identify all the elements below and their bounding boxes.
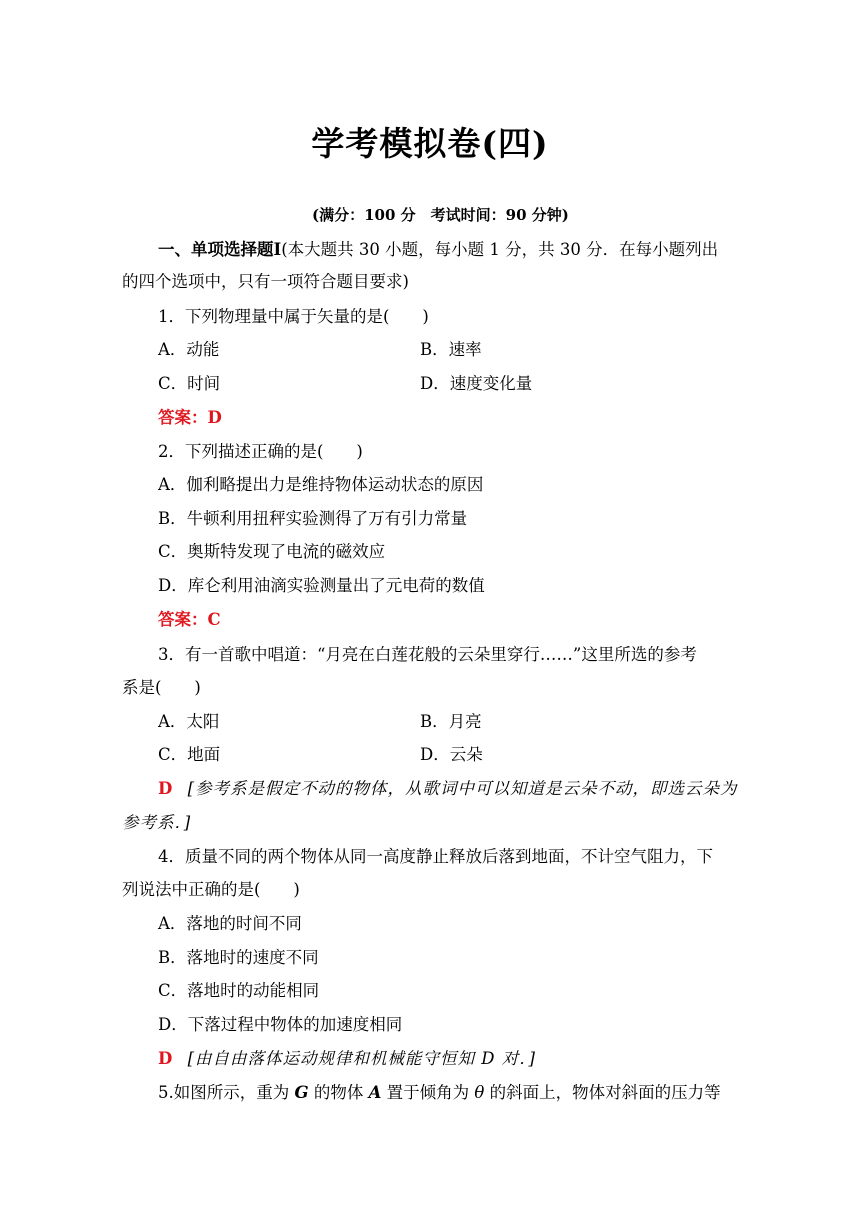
q1-option-c: C．时间 (158, 374, 221, 393)
q1-option-a: A．动能 (158, 340, 220, 359)
q1-stem: 1．下列物理量中属于矢量的是( ) (158, 307, 429, 326)
q4-option-a: A．落地的时间不同 (158, 914, 302, 933)
q5-text-mid1: 的物体 (308, 1083, 369, 1102)
exam-meta: (满分：100 分 考试时间：90 分钟) (312, 206, 569, 224)
q3-explanation-cont: 参考系．] (122, 813, 192, 832)
q3-explanation-line (158, 777, 738, 801)
q3-option-b: B．月亮 (420, 712, 482, 731)
q2-stem: 2．下列描述正确的是( ) (158, 442, 363, 461)
q4-option-b: B．落地时的速度不同 (158, 948, 319, 967)
q4-option-d: D．下落过程中物体的加速度相同 (158, 1015, 403, 1034)
q2-option-a: A．伽利略提出力是维持物体运动状态的原因 (158, 475, 484, 494)
q3-explanation: [参考系是假定不动的物体，从歌词中可以知道是云朵不动，即选云朵为 (187, 779, 738, 798)
section-heading: 一、单项选择题Ⅰ (158, 240, 282, 259)
q4-stem: 4．质量不同的两个物体从同一高度静止释放后落到地面，不计空气阻力，下 (158, 847, 713, 866)
section-desc-cont: 的四个选项中，只有一项符合题目要求) (122, 272, 409, 291)
q4-stem-cont: 列说法中正确的是( ) (122, 880, 300, 899)
q5-text-mid2: 置于倾角为 (381, 1083, 475, 1102)
section-desc: (本大题共 30 小题，每小题 1 分，共 30 分．在每小题列出 (281, 240, 719, 259)
q3-option-d: D．云朵 (420, 745, 483, 764)
q4-explanation-line (158, 1047, 536, 1071)
q3-option-c: C．地面 (158, 745, 221, 764)
page-title: 学考模拟卷(四) (311, 124, 549, 163)
q2-option-b: B．牛顿利用扭秤实验测得了万有引力常量 (158, 509, 468, 528)
q2-option-d: D．库仑利用油滴实验测量出了元电荷的数值 (158, 576, 485, 595)
q4-answer-letter: D (158, 1049, 173, 1068)
q5-angle-symbol: θ (474, 1083, 485, 1102)
q4-explanation: [由自由落体运动规律和机械能守恒知 D 对．] (187, 1049, 536, 1068)
q3-stem-cont: 系是( ) (122, 678, 201, 697)
q1-option-b: B．速率 (420, 340, 482, 359)
q2-answer: 答案：C (158, 610, 221, 629)
q1-answer: 答案：D (158, 408, 222, 427)
q2-option-c: C．奥斯特发现了电流的磁效应 (158, 542, 386, 561)
q5-weight-symbol: G (294, 1083, 309, 1102)
q4-option-c: C．落地时的动能相同 (158, 981, 320, 1000)
q1-option-d: D．速度变化量 (420, 374, 533, 393)
q5-stem (158, 1081, 721, 1105)
q3-option-a: A．太阳 (158, 712, 220, 731)
section-heading-line (158, 238, 718, 262)
q5-object-symbol: A (368, 1083, 382, 1102)
q3-stem: 3．有一首歌中唱道：“月亮在白莲花般的云朵里穿行……”这里所选的参考 (158, 645, 697, 664)
q3-answer-letter: D (158, 779, 173, 798)
q5-text-prefix: 5.如图所示，重为 (158, 1083, 295, 1102)
q5-text-suffix: 的斜面上，物体对斜面的压力等 (484, 1083, 721, 1102)
